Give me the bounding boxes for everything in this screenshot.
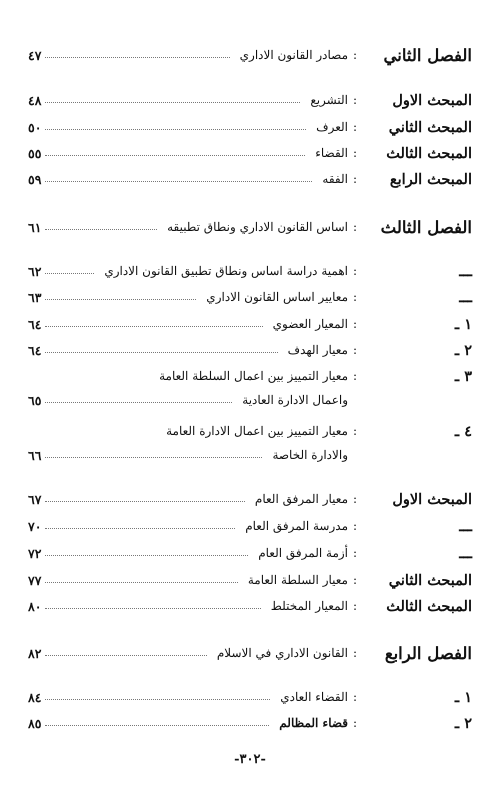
- toc-colon: :: [352, 573, 358, 587]
- toc-colon: :: [352, 424, 358, 438]
- toc-heading: ـــ: [459, 544, 472, 562]
- toc-page-number: ٦٤: [28, 342, 42, 358]
- toc-row: [28, 443, 472, 467]
- toc-entry-title: المعيار المختلط: [270, 599, 348, 613]
- toc-row: [28, 338, 472, 362]
- toc-page-number: ٨٥: [28, 715, 42, 731]
- toc-heading: المبحث الثالث: [386, 597, 472, 615]
- toc-page-number: ٧٢: [28, 545, 42, 561]
- dot-leader: [45, 128, 306, 130]
- toc-entry-title: التشريع: [310, 93, 348, 107]
- toc-entry-title: معايير اساس القانون الاداري: [206, 290, 348, 304]
- toc-heading: المبحث الثاني: [388, 118, 472, 136]
- dot-leader: [45, 325, 262, 327]
- dot-leader: [45, 607, 260, 609]
- dot-leader: [45, 56, 229, 58]
- toc-row: [28, 419, 472, 443]
- dot-leader: [45, 154, 305, 156]
- toc-entry-title: مدرسة المرفق العام: [245, 519, 348, 533]
- toc-colon: :: [352, 646, 358, 660]
- toc-colon: :: [352, 290, 358, 304]
- dot-leader: [45, 654, 206, 656]
- toc-heading: المبحث الاول: [392, 91, 472, 109]
- toc-page-number: ٦٧: [28, 491, 42, 507]
- toc-row: [28, 364, 472, 388]
- toc-colon: :: [352, 492, 358, 506]
- toc-row: [28, 711, 472, 735]
- dot-leader: [45, 228, 157, 230]
- toc-heading: المبحث الثالث: [386, 144, 472, 162]
- toc-page-number: ٦١: [28, 219, 42, 235]
- toc-heading: ـــ: [459, 288, 472, 306]
- toc-row: [28, 215, 472, 239]
- toc-page-number: ٧٧: [28, 572, 42, 588]
- toc-heading: ٤ ـ: [454, 422, 472, 440]
- toc-page-number: ٦٥: [28, 392, 42, 408]
- toc-page-number: ٦٤: [28, 316, 42, 332]
- toc-row: [28, 141, 472, 165]
- dot-leader: [45, 554, 248, 556]
- toc-entry-title: القانون الاداري في الاسلام: [216, 646, 348, 660]
- toc-row: [28, 259, 472, 283]
- toc-entry-title: والادارة الخاصة: [272, 448, 348, 462]
- toc-page-number: ٦٣: [28, 289, 42, 305]
- toc-entry-title: معيار التمييز بين اعمال السلطة العامة: [159, 369, 348, 383]
- toc-colon: :: [352, 546, 358, 560]
- toc-colon: :: [352, 716, 358, 730]
- dot-leader: [45, 351, 277, 353]
- toc-row: [28, 312, 472, 336]
- toc-page-number: ٦٦: [28, 447, 42, 463]
- toc-row: [28, 88, 472, 112]
- toc-colon: :: [352, 220, 358, 234]
- toc-heading: ٢ ـ: [454, 714, 472, 732]
- toc-entry-title: المعيار العضوي: [272, 317, 348, 331]
- toc-row: [28, 167, 472, 191]
- toc-colon: :: [352, 317, 358, 331]
- toc-row: [28, 388, 472, 412]
- dot-leader: [45, 456, 262, 458]
- toc-colon: :: [352, 93, 358, 107]
- toc-row: [28, 641, 472, 665]
- toc-row: [28, 285, 472, 309]
- toc-colon: :: [352, 120, 358, 134]
- toc-entry-title: اساس القانون الاداري ونطاق تطبيقه: [167, 220, 348, 234]
- toc-entry-title: معيار الهدف: [287, 343, 348, 357]
- toc-row: [28, 115, 472, 139]
- toc-heading: المبحث الثاني: [388, 571, 472, 589]
- toc-heading: ـــ: [459, 262, 472, 280]
- toc-entry-title: أزمة المرفق العام: [258, 546, 348, 560]
- toc-page-number: ٤٨: [28, 92, 42, 108]
- toc-entry-title: واعمال الادارة العادية: [242, 393, 348, 407]
- toc-heading: ٢ ـ: [454, 341, 472, 359]
- toc-heading: ٣ ـ: [454, 367, 472, 385]
- toc-heading: المبحث الاول: [392, 490, 472, 508]
- toc-entry-title: القضاء: [315, 146, 348, 160]
- toc-heading: ١ ـ: [454, 315, 472, 333]
- toc-page-number: ٥٠: [28, 119, 42, 135]
- toc-page-number: ٨٢: [28, 645, 42, 661]
- dot-leader: [45, 724, 269, 726]
- dot-leader: [45, 401, 232, 403]
- toc-entry-title: قضاء المظالم: [279, 716, 348, 730]
- toc-heading: ـــ: [459, 517, 472, 535]
- toc-colon: :: [352, 172, 358, 186]
- toc-page-number: ٨٤: [28, 689, 42, 705]
- toc-page-number: ٧٠: [28, 518, 42, 534]
- toc-entry-title: مصادر القانون الاداري: [239, 48, 348, 62]
- toc-colon: :: [352, 146, 358, 160]
- toc-row: [28, 594, 472, 618]
- toc-entry-title: القضاء العادي: [280, 690, 348, 704]
- toc-entry-title: اهمية دراسة اساس ونطاق تطبيق القانون الاداري: [104, 264, 348, 278]
- toc-entry-title: العرف: [316, 120, 348, 134]
- dot-leader: [45, 101, 300, 103]
- toc-row: [28, 541, 472, 565]
- toc-colon: :: [352, 369, 358, 383]
- toc-heading: الفصل الثاني: [383, 45, 472, 65]
- toc-colon: :: [352, 264, 358, 278]
- toc-row: [28, 514, 472, 538]
- toc-entry-title: معيار المرفق العام: [254, 492, 348, 506]
- toc-row: [28, 487, 472, 511]
- toc-colon: :: [352, 48, 358, 62]
- dot-leader: [45, 698, 270, 700]
- toc-entry-title: معيار التمييز بين اعمال الادارة العامة: [166, 424, 348, 438]
- toc-heading: الفصل الثالث: [380, 217, 472, 237]
- toc-row: [28, 685, 472, 709]
- toc-colon: :: [352, 690, 358, 704]
- dot-leader: [45, 298, 196, 300]
- toc-page-number: ٦٢: [28, 263, 42, 279]
- toc-page-number: ٥٩: [28, 171, 42, 187]
- toc-heading: ١ ـ: [454, 688, 472, 706]
- dot-leader: [45, 500, 244, 502]
- toc-entry-title: الفقه: [322, 172, 348, 186]
- dot-leader: [45, 527, 235, 529]
- toc-colon: :: [352, 343, 358, 357]
- dot-leader: [45, 272, 94, 274]
- toc-heading: المبحث الرابع: [389, 170, 472, 188]
- toc-page-number: ٤٧: [28, 47, 42, 63]
- toc-page-number: ٥٥: [28, 145, 42, 161]
- toc-row: [28, 568, 472, 592]
- toc-heading: الفصل الرابع: [384, 643, 472, 663]
- dot-leader: [45, 581, 237, 583]
- toc-entry-title: معيار السلطة العامة: [247, 573, 348, 587]
- toc-row: [28, 43, 472, 67]
- dot-leader: [45, 180, 312, 182]
- toc-colon: :: [352, 599, 358, 613]
- toc-colon: :: [352, 519, 358, 533]
- toc-page-number: ٨٠: [28, 598, 42, 614]
- page-number-footer: -٣٠٢-: [234, 752, 266, 767]
